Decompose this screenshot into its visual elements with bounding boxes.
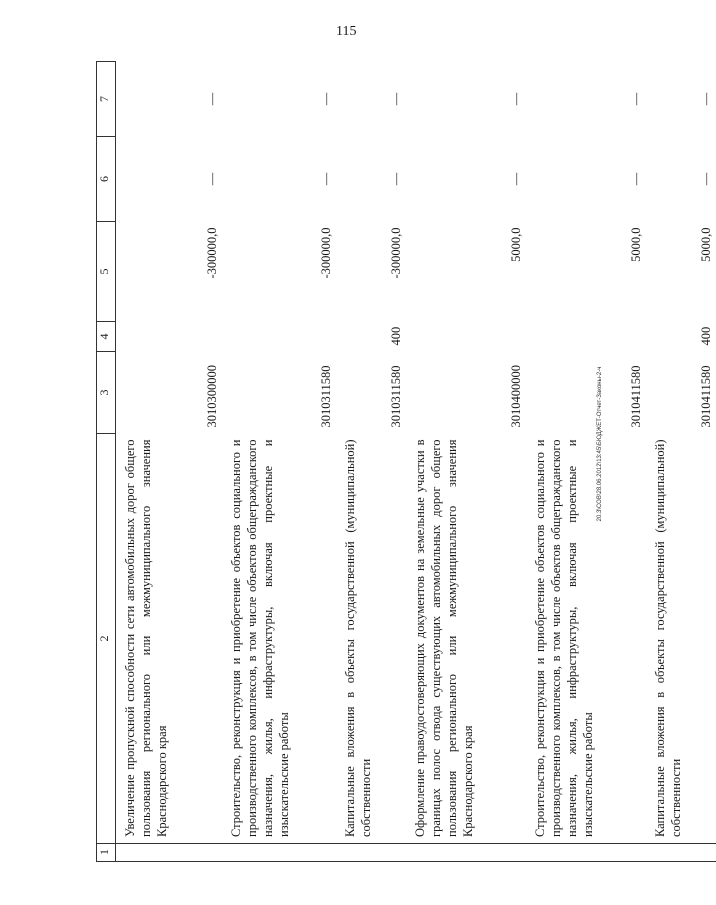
row-col7: — [389,92,403,106]
row-index-cell [526,844,646,862]
table-row [406,62,526,862]
row-col6: — [629,172,643,186]
row-type [116,322,223,352]
row-code: 3010411580 [699,365,713,428]
row-amount: 5000,0 [629,227,643,262]
header-col-7: 7 [97,62,116,137]
row-amount: 5000,0 [509,227,523,262]
header-col-1: 1 [97,844,116,862]
row-col7: — [319,92,333,106]
row-col6: — [319,172,333,186]
row-amount: -300000,0 [389,227,403,279]
header-col-5: 5 [97,222,116,322]
row-col6: — [699,172,713,186]
table-header [97,62,116,862]
row-code: 3010311580 [389,365,403,428]
table-row [336,62,406,862]
header-col-4: 4 [97,322,116,352]
row-code: 3010411580 [629,365,643,428]
table-row [526,62,646,862]
row-col6: — [509,172,523,186]
row-name: Строительство, реконструкция и приобретение объектов социального и производственного комплексов, в том числе объектов общегражданского назначения, жилья, инфраструктуры, включая проектные и изыскательские работы [533,439,595,837]
row-name: Строительство, реконструкция и приобретение объектов социального и производственного комплексов, в том числе объектов общегражданского назначения, жилья, инфраструктуры, включая проектные и изыскательские работы [229,439,291,837]
table-row [222,62,336,862]
row-col7: — [509,92,523,106]
row-col7: — [205,92,219,106]
row-col6: — [205,172,219,186]
row-col7: — [629,92,643,106]
row-name: Капитальные вложения в объекты государственной (муниципальной) собственности [653,439,683,837]
row-index-cell [406,844,526,862]
table-row [116,62,223,862]
row-name: Оформление правоудостоверяющих документов на земельные участки в границах полос отвода существующих автомобильных дорог общего пользования регионального или межмуниципального значения Краснодарского края [413,439,475,837]
row-code: 3010311580 [319,365,333,428]
row-type [526,322,646,352]
row-col7: — [699,92,713,106]
header-col-2: 2 [97,434,116,844]
row-col6: — [389,172,403,186]
row-type: 400 [389,326,403,346]
row-type: 400 [699,326,713,346]
row-index-cell [336,844,406,862]
row-index-cell [646,844,716,862]
page-number: 115 [336,24,357,39]
row-amount: -300000,0 [319,227,333,279]
side-note-text: 20.3\СОВ\28.06.2012\13:45\БЮДЖЕТ-Отчет-Законы-2-ч [597,366,603,522]
row-index-cell [116,844,223,862]
row-name: Увеличение пропускной способности сети автомобильных дорог общего пользования регионального или межмуниципального значения Краснодарского края [123,439,169,837]
header-col-6: 6 [97,137,116,222]
table-row [646,62,716,862]
row-code: 3010300000 [205,365,219,428]
budget-table [96,61,716,862]
header-col-3: 3 [97,352,116,434]
row-type [222,322,336,352]
row-amount: -300000,0 [205,227,219,279]
row-amount: 5000,0 [699,227,713,262]
row-index-cell [222,844,336,862]
row-type [406,322,526,352]
row-code: 3010400000 [509,365,523,428]
row-name: Капитальные вложения в объекты государственной (муниципальной) собственности [343,439,373,837]
